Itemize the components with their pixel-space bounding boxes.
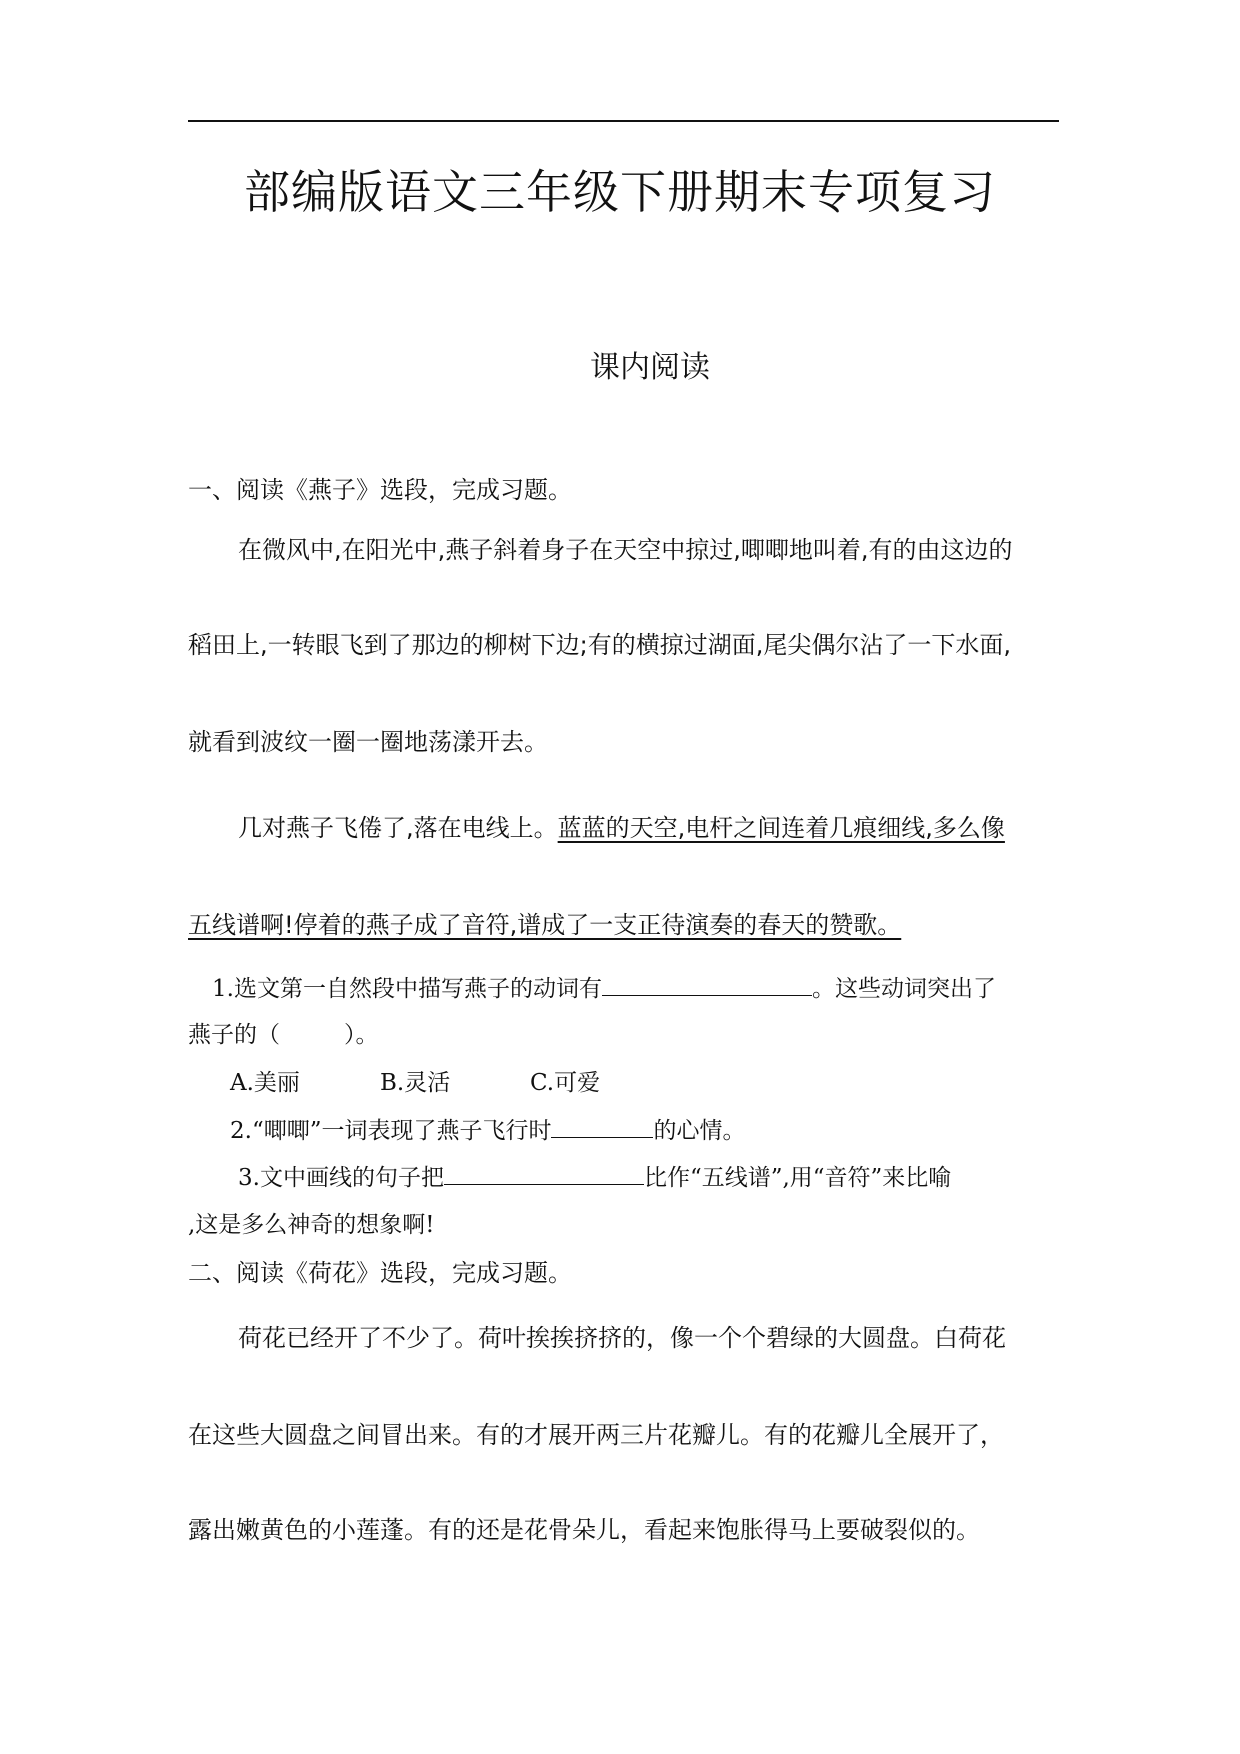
question1-options bbox=[230, 1068, 600, 1098]
question2 bbox=[230, 1115, 745, 1146]
question2-text: 2.“唧唧”一词表现了燕子飞行时 bbox=[230, 1118, 552, 1144]
question1-answer-blank[interactable] bbox=[602, 973, 812, 996]
section1-paragraph1-line2: 稻田上,一转眼飞到了那边的柳树下边;有的横掠过湖面,尾尖偶尔沾了一下水面, bbox=[188, 631, 1011, 659]
question3-text: 3.文中画线的句子把 bbox=[238, 1165, 444, 1191]
option-c[interactable]: C.可爱 bbox=[530, 1070, 601, 1096]
question1-paren-close: ）。 bbox=[344, 1022, 379, 1048]
question3-answer-blank[interactable] bbox=[444, 1162, 644, 1185]
section1-paragraph2-line1 bbox=[238, 813, 1005, 843]
question1-text: 1.选文第一自然段中描写燕子的动词有 bbox=[212, 976, 602, 1002]
question2-answer-blank[interactable] bbox=[551, 1115, 653, 1138]
section2-heading: 二、阅读《荷花》选段，完成习题。 bbox=[188, 1259, 572, 1287]
header-rule bbox=[188, 120, 1059, 122]
option-b[interactable]: B.灵活 bbox=[380, 1070, 451, 1096]
section1-paragraph2-line2 bbox=[188, 910, 901, 940]
section1-paragraph1-line3: 就看到波纹一圈一圈地荡漾开去。 bbox=[188, 728, 548, 756]
section2-paragraph-line2: 在这些大圆盘之间冒出来。有的才展开两三片花瓣儿。有的花瓣儿全展开了， bbox=[188, 1421, 1004, 1449]
option-a[interactable]: A.美丽 bbox=[230, 1070, 300, 1096]
question2-text-cont: 的心情。 bbox=[653, 1118, 746, 1144]
paragraph2-plain-text: 几对燕子飞倦了,落在电线上。 bbox=[238, 814, 558, 842]
underlined-sentence-part1: 蓝蓝的天空,电杆之间连着几痕细线,多么像 bbox=[557, 814, 1005, 842]
question3-text-cont: 比作“五线谱”,用“音符”来比喻 bbox=[643, 1165, 952, 1191]
question3-line2: ,这是多么神奇的想象啊! bbox=[188, 1212, 435, 1238]
section1-heading: 一、阅读《燕子》选段，完成习题。 bbox=[188, 476, 572, 504]
question1-line2 bbox=[188, 1020, 379, 1050]
question3-line1 bbox=[238, 1162, 951, 1193]
question1-text-cont: 。这些动词突出了 bbox=[811, 976, 996, 1002]
underlined-sentence-part2: 五线谱啊!停着的燕子成了音符,谱成了一支正待演奏的春天的赞歌。 bbox=[188, 911, 902, 939]
section2-paragraph-line1: 荷花已经开了不少了。荷叶挨挨挤挤的，像一个个碧绿的大圆盘。白荷花 bbox=[238, 1324, 1006, 1352]
section2-paragraph-line3: 露出嫩黄色的小莲蓬。有的还是花骨朵儿，看起来饱胀得马上要破裂似的。 bbox=[188, 1516, 980, 1544]
question1-paren-open: 燕子的（ bbox=[188, 1022, 280, 1048]
page-subtitle: 课内阅读 bbox=[590, 350, 710, 385]
question1-line1 bbox=[212, 973, 996, 1004]
section1-paragraph1-line1: 在微风中,在阳光中,燕子斜着身子在天空中掠过,唧唧地叫着,有的由这边的 bbox=[238, 536, 1013, 564]
page-title: 部编版语文三年级下册期末专项复习 bbox=[244, 165, 996, 219]
